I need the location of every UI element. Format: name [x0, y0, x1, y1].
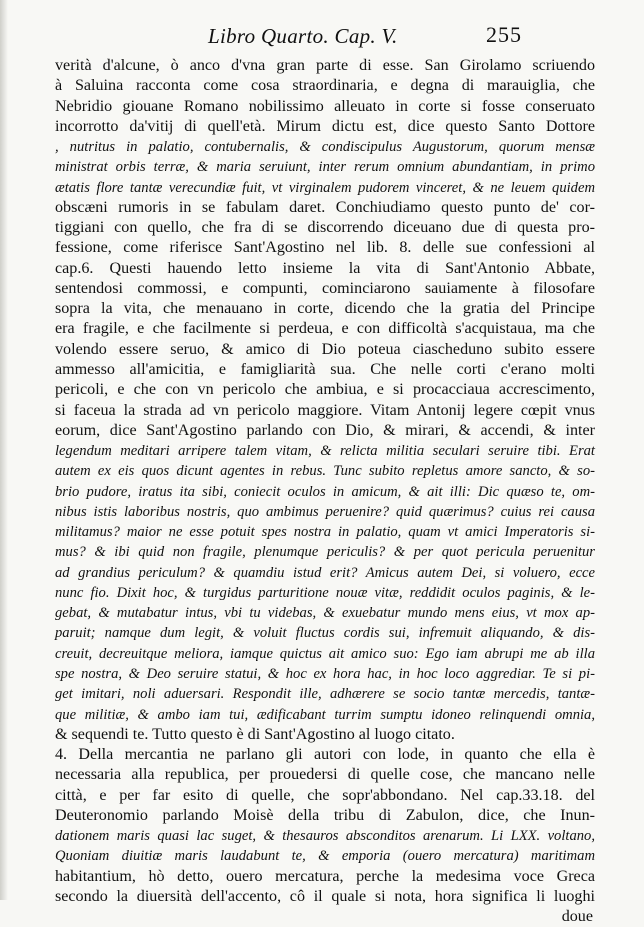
- text-line: città, e per far esito di quelle, che sopr'abbondano. Nel cap.33.18. del: [55, 786, 595, 804]
- text-line: Deuteronomio parlando Moisè della tribu di Zabulon, dice, che Inun-: [55, 806, 595, 824]
- text-line: ammesso all'amicitia, e famigliarità sua. Che nelle corti c'erano molti: [55, 360, 595, 378]
- text-line: autem ex eis quos dicunt agentes in rebus. Tunc subito repletus amore sancto, & so-: [55, 463, 595, 480]
- text-line: incorrotto da'vitij di quell'età. Mirum dictu est, dice questo Santo Dottore: [55, 117, 595, 135]
- text-line: brio pudore, iratus ita sibi, coniecit oculos in amicum, & ait illi: Dic quæso te, om-: [55, 483, 595, 500]
- text-line: & sequendi te. Tutto questo è di Sant'Agostino al luogo citato.: [55, 725, 455, 743]
- text-line: nibus istis laboribus nostris, quo ambimus peruenire? quid quærimus? cuius rei causa: [55, 503, 595, 520]
- page-header: [0, 20, 644, 50]
- text-line: sentendosi commossi, e compunti, cominciarono sauiamente à filosofare: [55, 279, 595, 297]
- text-line: Nebridio giouane Romano nobilissimo alleuato in corte si fosse conseruato: [55, 97, 595, 115]
- text-line: cap.6. Questi hauendo letto insieme la vita di Sant'Antonio Abbate,: [55, 259, 595, 277]
- catchword: doue: [561, 908, 593, 926]
- page-number: 255: [486, 22, 522, 47]
- text-line: volendo essere seruo, & amico di Dio poteua ciascheduno subito essere: [55, 340, 595, 358]
- text-line: paruit; namque dum legit, & voluit fluctus cordis sui, infremuit aliquando, & dis-: [55, 625, 595, 642]
- text-line: fessione, come riferisce Sant'Agostino nel lib. 8. delle sue confessioni al: [55, 239, 595, 257]
- text-line: nunc fio. Dixit hoc, & turgidus parturitione nouæ vitæ, reddidit oculos paginis, & le-: [55, 584, 595, 601]
- text-line: , nutritus in palatio, contubernalis, & condiscipulus Augustorum, quorum mensæ: [55, 139, 595, 156]
- text-line: legendum meditari arripere talem vitam, & relicta militia seculari seruire tibi. Erat: [55, 443, 595, 460]
- text-line: 4. Della mercantia ne parlano gli autori con lode, in quanto che ella è: [55, 746, 595, 764]
- text-line: ad grandius periculum? & quamdiu istud erit? Amicus autem Dei, si voluero, ecce: [55, 564, 595, 581]
- text-line: à Saluina racconta come cosa straordinaria, e degna di marauiglia, che: [55, 77, 595, 95]
- text-line: Quoniam diuitiæ maris laudabunt te, & emporia (ouero mercatura) maritimam: [55, 848, 595, 865]
- body-text: [55, 56, 595, 927]
- text-line: si faceua la strada ad vn pericolo maggiore. Vitam Antonij legere cœpit vnus: [55, 401, 595, 419]
- text-line: era fragile, e che facilmente si perdeua, e con difficoltà s'acquistaua, ma che: [55, 320, 595, 338]
- text-line: creuit, decreuitque meliora, iamque quictus ait amico suo: Ego iam abrupi me ab illa: [55, 645, 595, 662]
- text-line: obscæni rumoris in se fabulam daret. Conchiudiamo questo punto de' cor-: [55, 198, 595, 216]
- text-line: tiggiani con quello, che fra di se discorrendo diceuano due di questa pro-: [55, 219, 595, 237]
- text-line: ætatis flore tantæ verecundiæ fuit, vt virginalem pudorem vinceret, & ne leuem quidem: [55, 179, 595, 196]
- text-line: pericoli, e che con vn pericolo che ambiua, e si procacciaua accrescimento,: [55, 381, 595, 399]
- page-gutter-shadow: [0, 0, 8, 900]
- text-line: get imitari, noli aduersari. Respondit ille, adhærere se socio tantæ mercedis, tantæ-: [55, 686, 595, 703]
- text-line: habitantium, hò detto, ouero mercatura, perche la medesima voce Greca: [55, 867, 595, 885]
- text-line: gebat, & mutabatur intus, vbi tu videbas, & exuebatur mundo mens eius, vt mox ap-: [55, 605, 595, 622]
- text-line: dationem maris quasi lac suget, & thesauros absconditos arenarum. Li LXX. voltano,: [55, 828, 595, 845]
- text-line: necessaria alla republica, per prouedersi di quelle cose, che mancano nelle: [55, 766, 595, 784]
- text-line: secondo la diuersità dell'accento, cô il quale si nota, hora significa li luoghi: [55, 887, 595, 905]
- text-line: spe nostra, & Deo seruire statui, & hoc ex hora hac, in hoc loco aggrediar. Te si pi-: [55, 665, 595, 682]
- text-line: eorum, dice Sant'Agostino parlando con Dio, & mirari, & accendi, & inter: [55, 421, 595, 439]
- text-line: ministrat orbis terræ, & maria seruiunt, inter rerum omnium abundantiam, in primo: [55, 159, 595, 176]
- text-line: mus? & ibi quid non fragile, plenumque periculis? & per quot pericula peruenitur: [55, 544, 595, 561]
- text-line: verità d'alcune, ò anco d'vna gran parte di esse. San Girolamo scriuendo: [55, 57, 595, 74]
- text-line: que militiæ, & ambo iam tui, ædificabant turrim sumptu idoneo relinquendi omnia,: [55, 706, 595, 723]
- running-head: Libro Quarto. Cap. V.: [208, 24, 398, 48]
- text-line: sopra la vita, che menauano in corte, dicendo che la gratia del Principe: [55, 300, 595, 318]
- text-line: militamus? maior ne esse potuit spes nostra in palatio, quam vt amici Imperatoris si-: [55, 524, 595, 541]
